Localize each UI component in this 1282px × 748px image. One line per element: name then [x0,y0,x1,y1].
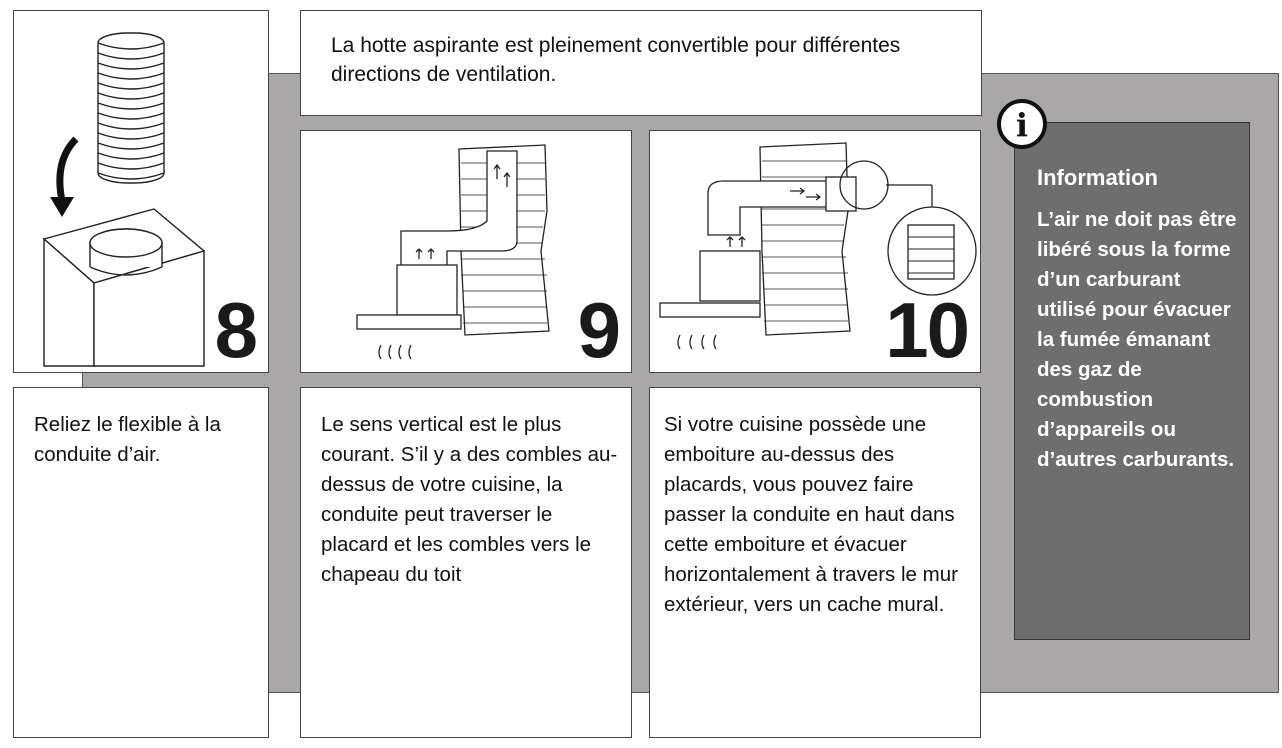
step-text: Si votre cuisine possède une emboiture au-dessus des placards, vous pouvez faire passer la conduite en haut dans cette emboiture et évacuer horizontalement à travers le mur extérieur, vers un cache mural. [664,413,958,616]
step-8-illustration [13,10,269,373]
step-10-description [649,387,981,738]
step-text: Le sens vertical est le plus courant. S’il y a des combles au-dessus de votre cuisine, la conduite peut traverser le placard et les combles vers le chapeau du toit [321,413,618,586]
info-title: Information [1037,165,1158,190]
step-number: 8 [214,286,256,374]
step-9-description [300,387,632,738]
information-panel [1014,122,1250,640]
info-text: L’air ne doit pas être libéré sous la forme d’un carburant utilisé pour évacuer la fumée émanant des gaz de combustion d’appareils ou d’autres carburants. [1037,208,1237,471]
step-number: 10 [885,286,968,374]
step-9-illustration [300,130,632,373]
step-text: Reliez le flexible à la conduite d’air. [34,413,221,466]
info-icon-glyph: i [1015,106,1029,144]
step-10-illustration [649,130,981,373]
step-8-description [13,387,269,738]
header-box [300,10,982,116]
step-number: 9 [577,286,619,374]
header-text: La hotte aspirante est pleinement convertible pour différentes directions de ventilation. [331,34,901,86]
info-icon [996,98,1048,150]
